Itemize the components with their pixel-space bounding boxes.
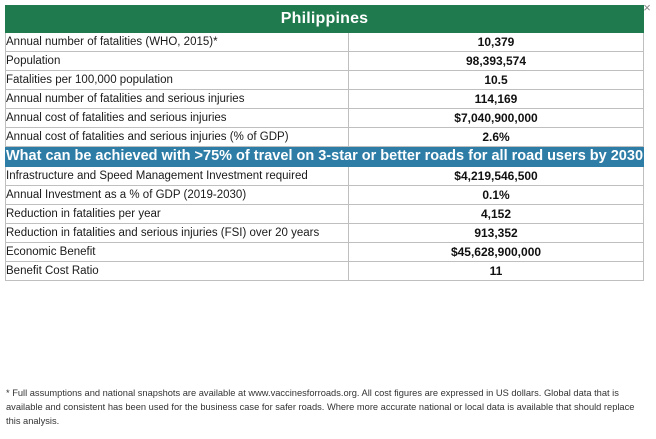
row-label: Annual number of fatalities (WHO, 2015)* <box>6 33 349 52</box>
row-value: $7,040,900,000 <box>349 109 644 128</box>
row-value: 2.6% <box>349 128 644 147</box>
row-label: Reduction in fatalities per year <box>6 205 349 224</box>
row-value: 0.1% <box>349 186 644 205</box>
row-value: 10,379 <box>349 33 644 52</box>
table-title-row <box>6 6 644 33</box>
country-fact-table <box>5 5 644 281</box>
row-label: Annual cost of fatalities and serious injuries (% of GDP) <box>6 128 349 147</box>
table-row <box>6 52 644 71</box>
table-row <box>6 186 644 205</box>
row-value: $45,628,900,000 <box>349 243 644 262</box>
close-icon[interactable]: × <box>643 0 651 15</box>
row-label: Infrastructure and Speed Management Investment required <box>6 167 349 186</box>
table-row <box>6 71 644 90</box>
table-row <box>6 90 644 109</box>
table-row <box>6 262 644 281</box>
table-row <box>6 128 644 147</box>
row-label: Annual cost of fatalities and serious injuries <box>6 109 349 128</box>
row-value: 11 <box>349 262 644 281</box>
row-value: $4,219,546,500 <box>349 167 644 186</box>
row-label: Annual number of fatalities and serious injuries <box>6 90 349 109</box>
row-label: Benefit Cost Ratio <box>6 262 349 281</box>
page-title: Philippines <box>6 6 644 33</box>
row-label: Fatalities per 100,000 population <box>6 71 349 90</box>
row-value: 114,169 <box>349 90 644 109</box>
row-value: 913,352 <box>349 224 644 243</box>
row-label: Economic Benefit <box>6 243 349 262</box>
row-label: Reduction in fatalities and serious injuries (FSI) over 20 years <box>6 224 349 243</box>
row-label: Population <box>6 52 349 71</box>
footnote-text: * Full assumptions and national snapshots are available at www.vaccinesforroads.org. All cost figures are expressed in US dollars. Global data that is available and consistent has been used for the business case for safer roads. Where more accurate national or local data is available that should replace this analysis. <box>6 388 635 426</box>
table-row <box>6 33 644 52</box>
table-row <box>6 167 644 186</box>
row-value: 4,152 <box>349 205 644 224</box>
row-label: Annual Investment as a % of GDP (2019-2030) <box>6 186 349 205</box>
section-header-row <box>6 147 644 167</box>
section-header: What can be achieved with >75% of travel on 3-star or better roads for all road users by 2030 <box>6 147 644 167</box>
table-row <box>6 205 644 224</box>
table-row <box>6 109 644 128</box>
row-value: 10.5 <box>349 71 644 90</box>
table-row <box>6 224 644 243</box>
row-value: 98,393,574 <box>349 52 644 71</box>
table-row <box>6 243 644 262</box>
